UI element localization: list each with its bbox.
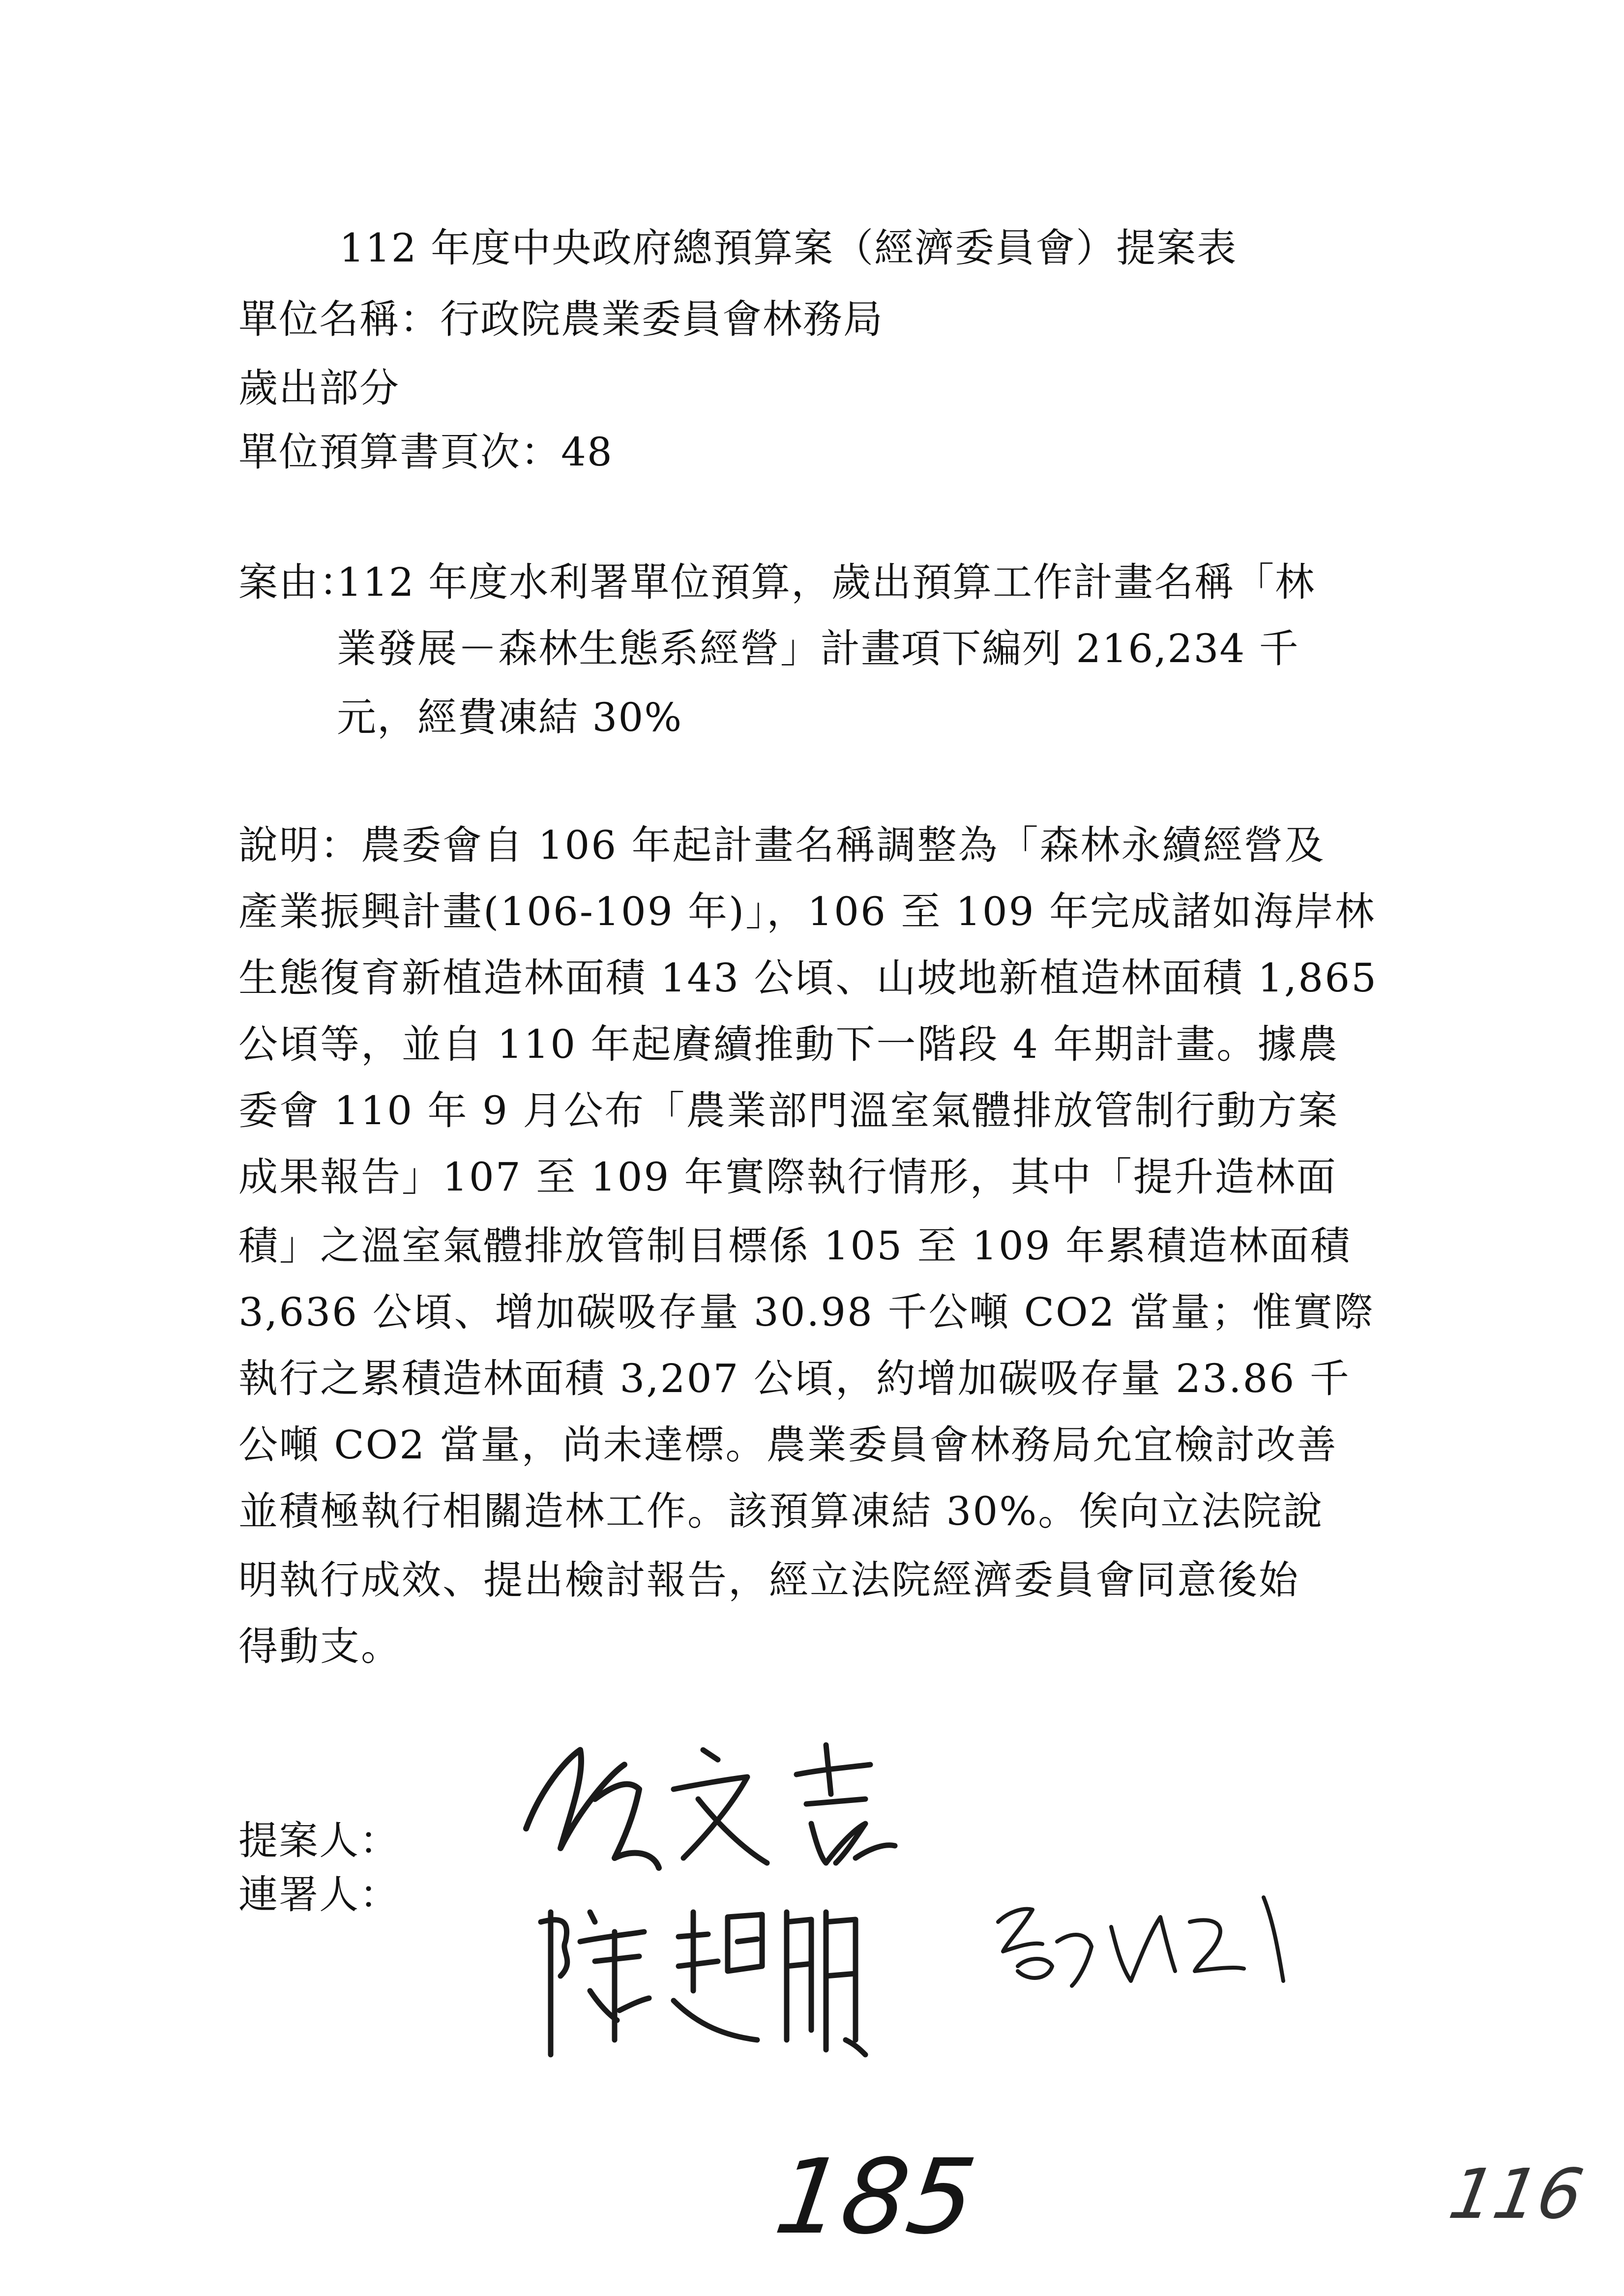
cosigner-signature	[531, 1892, 905, 2069]
explanation-line: 3,636 公頃、增加碳吸存量 30.98 千公噸 CO2 當量；惟實際	[238, 1289, 1375, 1335]
cosigner-label: 連署人：	[238, 1872, 400, 1918]
section-label: 歲出部分	[238, 365, 400, 411]
explanation-line: 積」之溫室氣體排放管制目標係 105 至 109 年累積造林面積	[238, 1223, 1352, 1269]
explanation-line: 成果報告」107 至 109 年實際執行情形，其中「提升造林面	[238, 1154, 1337, 1200]
proposer-label: 提案人：	[238, 1818, 400, 1863]
case-line: 元，經費凍結 30%	[337, 695, 683, 740]
explanation-line: 得動支。	[238, 1624, 402, 1669]
case-line: 112 年度水利署單位預算，歲出預算工作計畫名稱「林	[337, 559, 1316, 605]
explanation-line: 委會 110 年 9 月公布「農業部門溫室氣體排放管制行動方案	[238, 1088, 1339, 1133]
case-line: 業發展－森林生態系經營」計畫項下編列 216,234 千	[337, 626, 1299, 671]
explanation-line: 生態復育新植造林面積 143 公頃、山坡地新植造林面積 1,865	[238, 955, 1378, 1001]
budget-page-ref: 單位預算書頁次：48	[238, 429, 613, 475]
explanation-line: 公噸 CO2 當量，尚未達標。農業委員會林務局允宜檢討改善	[238, 1422, 1338, 1468]
page-number-side: 116	[1443, 2154, 1589, 2235]
explanation-line: 明執行成效、提出檢討報告，經立法院經濟委員會同意後始	[238, 1557, 1299, 1603]
case-label: 案由：	[238, 559, 359, 605]
proposer-signature	[511, 1730, 978, 1878]
page-number-main: 185	[768, 2137, 983, 2257]
explanation-line: 公頃等，並自 110 年起賡續推動下一階段 4 年期計畫。據農	[238, 1021, 1339, 1067]
unit-name: 單位名稱：行政院農業委員會林務局	[238, 296, 884, 342]
explanation-line: 說明：農委會自 106 年起計畫名稱調整為「森林永續經營及	[238, 822, 1326, 868]
explanation-line: 產業振興計畫(106-109 年)」，106 至 109 年完成諸如海岸林	[238, 889, 1376, 934]
explanation-line: 並積極執行相關造林工作。該預算凍結 30%。俟向立法院說	[238, 1488, 1324, 1534]
cosigner-signature	[988, 1883, 1313, 2001]
document-title: 112 年度中央政府總預算案（經濟委員會）提案表	[339, 225, 1238, 271]
explanation-line: 執行之累積造林面積 3,207 公頃，約增加碳吸存量 23.86 千	[238, 1356, 1351, 1401]
